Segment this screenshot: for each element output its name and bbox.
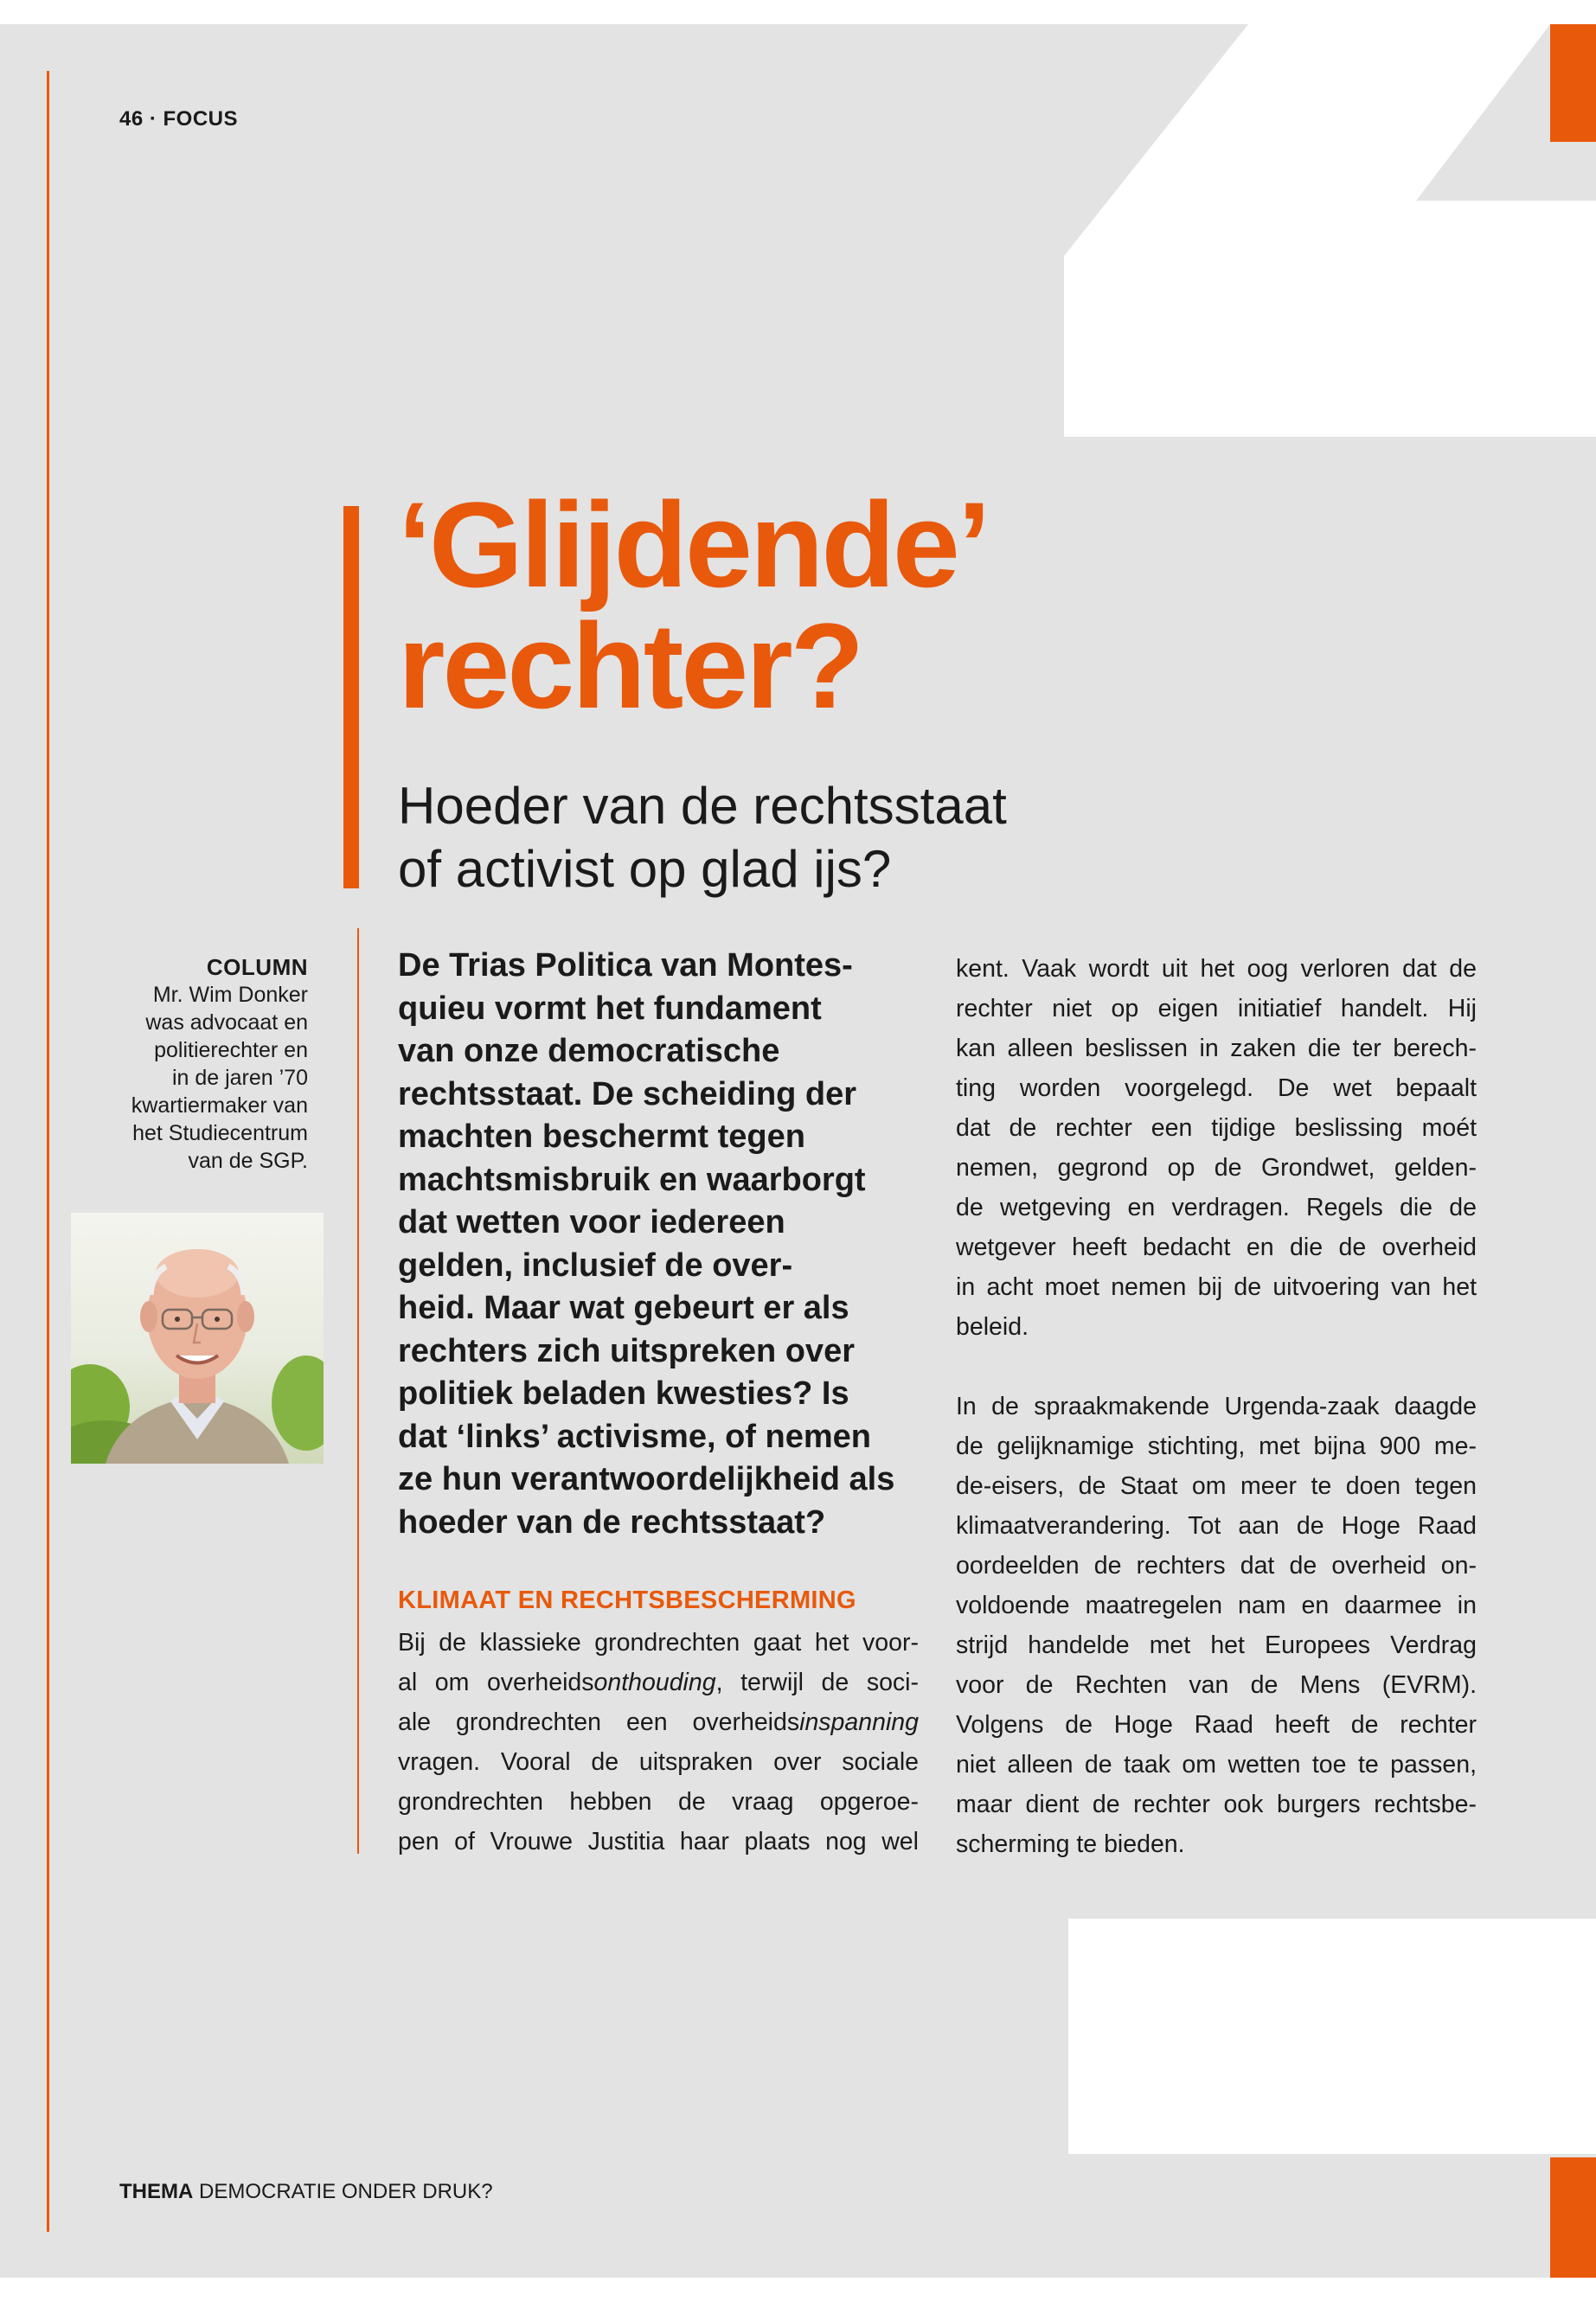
subtitle-line-2: of activist op glad ijs? <box>398 840 892 899</box>
body-line: wetgever heeft bedacht en die de overheid <box>956 1234 1477 1261</box>
body-line: maar dient de rechter ook burgers rechtsbe- <box>956 1791 1477 1818</box>
lead-line: machten beschermt tegen <box>398 1118 805 1155</box>
lead-line: heid. Maar wat gebeurt er als <box>398 1290 849 1326</box>
subtitle-line-1: Hoeder van de rechtsstaat <box>398 777 1007 835</box>
body-line: grondrechten hebben de vraag opgeroe- <box>398 1788 919 1816</box>
body-line: de wetgeving en verdragen. Regels die de <box>956 1194 1477 1221</box>
body-line: nemen, gegrond op de Grondwet, gelden- <box>956 1154 1477 1182</box>
lead-line: quieu vormt het fundament <box>398 990 822 1027</box>
body-line: kan alleen beslissen in zaken die ter berech- <box>956 1035 1477 1062</box>
column-divider-rule <box>357 928 359 1854</box>
author-bio-line: politierechter en <box>154 1038 308 1062</box>
author-bio-line: kwartiermaker van <box>131 1093 308 1118</box>
lead-line: gelden, inclusief de over- <box>398 1247 793 1284</box>
author-portrait <box>71 1213 324 1464</box>
title-line-1: ‘Glijdende’ <box>398 477 989 612</box>
author-bio-line: Mr. Wim Donker <box>152 983 308 1007</box>
body-line: voor de Rechten van de Mens (EVRM). <box>956 1671 1477 1699</box>
body-line: pen of Vrouwe Justitia haar plaats nog wel <box>398 1828 919 1856</box>
body-line: strijd handelde met het Europees Verdrag <box>956 1631 1477 1659</box>
author-bio-line: het Studiecentrum <box>132 1121 308 1145</box>
body-text: , terwijl de soci- <box>715 1669 919 1696</box>
lead-line: politiek beladen kwesties? Is <box>398 1375 849 1412</box>
body-line <box>398 1663 919 1702</box>
body-line <box>398 1702 919 1742</box>
body-line: niet alleen de taak om wetten toe te passen, <box>956 1751 1477 1779</box>
body-column-2 <box>956 949 1477 1864</box>
body-line: in acht moet nemen bij de uitvoering van het <box>956 1273 1477 1301</box>
footer-theme-text: DEMOCRATIE ONDER DRUK? <box>193 2180 493 2203</box>
lead-line: dat ‘links’ activisme, of nemen <box>398 1418 871 1455</box>
lead-line: dat wetten voor iedereen <box>398 1204 785 1240</box>
emphasis-text: onthouding <box>593 1669 716 1696</box>
body-line: dat de rechter een tijdige beslissing moét <box>956 1114 1477 1142</box>
page-label: 46 · FOCUS <box>119 107 239 131</box>
orange-tab-bottom <box>1550 2157 1596 2278</box>
body-column-1 <box>398 1623 919 1862</box>
body-line: vragen. Vooral de uitspraken over sociale <box>398 1748 919 1776</box>
body-line: de gelijknamige stichting, met bijna 900 me- <box>956 1433 1477 1460</box>
article-subtitle <box>398 774 1176 901</box>
title-accent-bar <box>343 506 359 888</box>
body-line: klimaatverandering. Tot aan de Hoge Raad <box>956 1512 1477 1540</box>
author-bio-line: van de SGP. <box>188 1149 308 1173</box>
lead-line: De Trias Politica van Montes- <box>398 947 853 984</box>
lead-line: van onze democratische <box>398 1033 780 1069</box>
body-line: voldoende maatregelen nam en daarmee in <box>956 1592 1477 1619</box>
body-text: ale grondrechten een overheids <box>398 1708 800 1736</box>
left-margin-rule <box>47 71 49 2232</box>
body-line: Bij de klassieke grondrechten gaat het voor- <box>398 1629 919 1657</box>
body-line: In de spraakmakende Urgenda-zaak daagde <box>956 1393 1477 1420</box>
lead-line: rechters zich uitspreken over <box>398 1332 855 1369</box>
title-line-2: rechter? <box>398 598 862 734</box>
author-sidebar <box>87 953 308 1175</box>
lead-line: ze hun verantwoordelijkheid als <box>398 1461 895 1497</box>
body-line: Volgens de Hoge Raad heeft de rechter <box>956 1711 1477 1739</box>
section-subheading: KLIMAAT EN RECHTSBESCHERMING <box>398 1586 856 1614</box>
lead-paragraph <box>398 945 934 1544</box>
white-block-bottom <box>1068 1919 1596 2154</box>
orange-tab-top <box>1550 24 1596 142</box>
body-line: de-eisers, de Staat om meer te doen tegen <box>956 1472 1477 1500</box>
author-bio-line: was advocaat en <box>145 1010 308 1035</box>
body-line: oordeelden de rechters dat de overheid on- <box>956 1552 1477 1580</box>
lead-line: machtsmisbruik en waarborgt <box>398 1161 866 1198</box>
footer-theme <box>119 2180 493 2204</box>
body-line: scherming te bieden. <box>956 1830 1185 1858</box>
article-title <box>398 477 1176 734</box>
body-line: ting worden voorgelegd. De wet bepaalt <box>956 1074 1477 1102</box>
body-line: rechter niet op eigen initiatief handelt. Hij <box>956 995 1477 1022</box>
author-bio-line: in de jaren ’70 <box>171 1066 308 1090</box>
body-line: kent. Vaak wordt uit het oog verloren dat de <box>956 955 1477 983</box>
body-line: beleid. <box>956 1313 1029 1341</box>
column-label: COLUMN <box>206 954 308 980</box>
body-text: al om overheids <box>398 1669 594 1696</box>
emphasis-text: inspanning <box>799 1708 919 1736</box>
lead-line: hoeder van de rechtsstaat? <box>398 1503 826 1541</box>
lead-line: rechtsstaat. De scheiding der <box>398 1075 857 1112</box>
footer-theme-bold: THEMA <box>119 2180 194 2203</box>
